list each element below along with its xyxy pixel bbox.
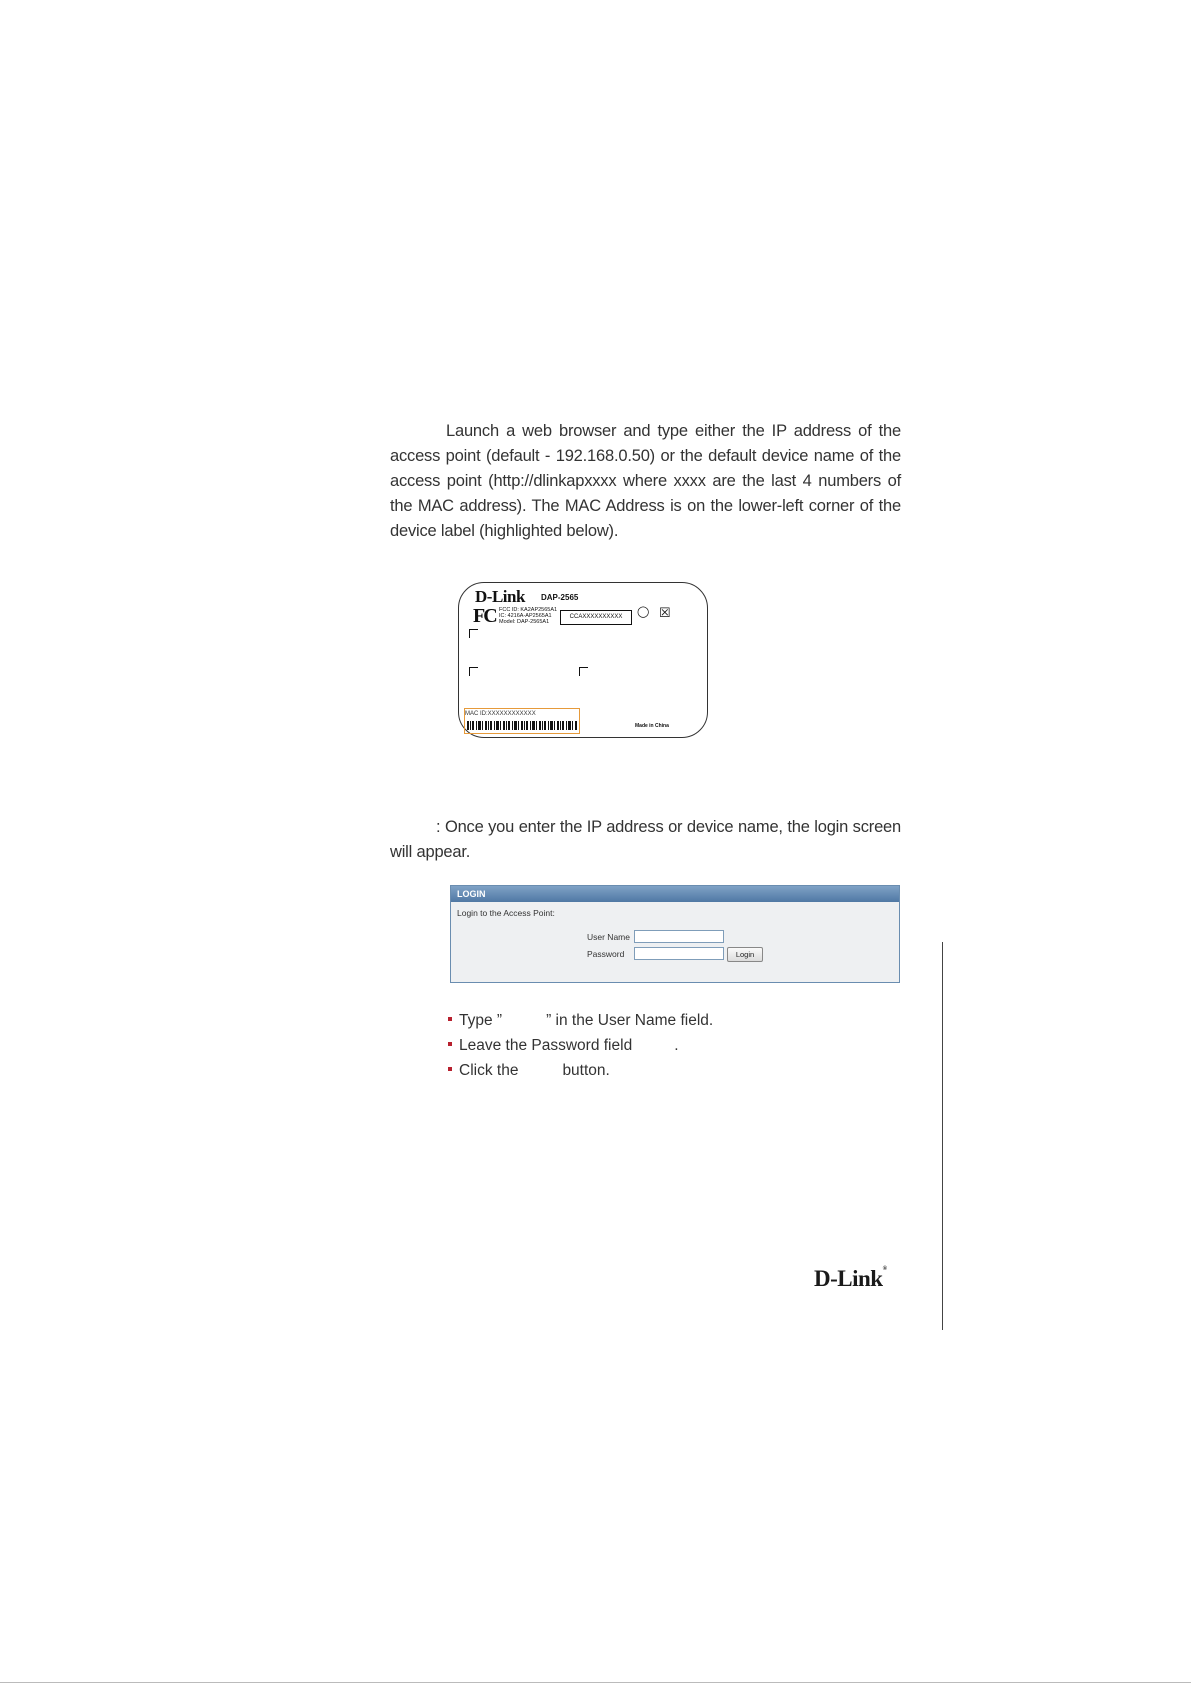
dlink-logo: D-Link® (814, 1266, 887, 1291)
bottom-divider (0, 1682, 1191, 1683)
login-panel (450, 885, 900, 983)
intro-rest: point (default - 192.168.0.50) or the default device name of the access point (http://dlinkapxxxx where xxxx are the last 4 numbers of the MAC address). The MAC Address is on the lower-left corner of the device label (highlighted below). (390, 447, 901, 540)
fcc-logo: FC (473, 605, 496, 627)
bullet-icon (448, 1017, 452, 1021)
bullet-icon (448, 1067, 452, 1071)
corner-mark (469, 667, 478, 676)
list-item: Type ” ” in the User Name field. (448, 1008, 713, 1033)
bullet-icon (448, 1042, 452, 1046)
password-label: Password (587, 949, 625, 959)
label-ids (499, 607, 557, 625)
label-id-line: IC: 4216A-AP2565A1 (499, 613, 552, 619)
side-divider (942, 942, 943, 1330)
registered-mark: ® (882, 1266, 887, 1272)
step-paragraph (390, 815, 901, 865)
username-label: User Name (587, 932, 630, 942)
mac-highlight-box (464, 708, 580, 734)
corner-mark (469, 629, 478, 638)
intro-line1: Launch a web browser and type either the IP address of the access (390, 422, 901, 465)
login-subtitle: Login to the Access Point: (457, 908, 555, 918)
instruction-list (448, 1008, 713, 1083)
label-mac-id: MAC ID:XXXXXXXXXXXX (465, 711, 536, 717)
username-field[interactable] (634, 930, 724, 943)
list-item: Leave the Password field . (448, 1033, 713, 1058)
label-brand: D-Link (475, 587, 525, 606)
list-item: Click the button. (448, 1058, 713, 1083)
label-id-line: FCC ID: KA2AP2565A1 (499, 607, 558, 613)
label-made-in: Made in China (635, 723, 669, 729)
login-button[interactable]: Login (727, 947, 763, 962)
intro-paragraph (390, 419, 901, 544)
label-id-line: Model: DAP-2565A1 (499, 619, 550, 625)
password-field[interactable] (634, 947, 724, 960)
corner-mark (579, 667, 588, 676)
weee-bin-icon: ☒ (659, 605, 671, 620)
cca-box: CCAXXXXXXXXXX (560, 610, 632, 625)
login-header: LOGIN (451, 886, 899, 902)
label-model: DAP-2565 (541, 593, 579, 602)
ul-cert-icon: ◯ (637, 606, 650, 618)
step-text: : Once you enter the IP address or device name, the login screen will appear. (390, 818, 901, 861)
